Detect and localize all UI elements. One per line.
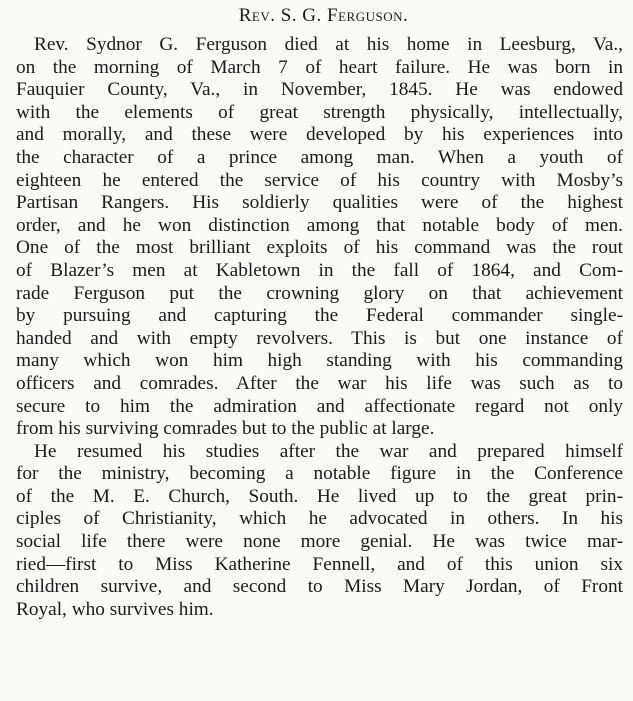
text-line: rade Ferguson put the crowning glory on that achievement [16, 282, 623, 304]
text-line: for the ministry, becoming a notable figure in the Conference [16, 463, 623, 485]
text-line: children survive, and second to Miss Mary Jordan, of Front [16, 576, 623, 598]
text-line: handed and with empty revolvers. This is but one instance of [16, 327, 623, 349]
text-line: on the morning of March 7 of heart failure. He was born in [16, 56, 623, 78]
text-line: ried—first to Miss Katherine Fennell, and of this union six [16, 553, 623, 575]
text-line: Royal, who survives him. [16, 598, 214, 620]
text-line: social life there were none more genial. He was twice mar- [16, 531, 623, 553]
text-line: Rev. Sydnor G. Ferguson died at his home in Leesburg, Va., [34, 34, 623, 55]
text-line: and morally, and these were developed by his experiences into [16, 124, 623, 146]
text-line: ciples of Christianity, which he advocated in others. In his [16, 508, 623, 530]
text-line: from his surviving comrades but to the public at large. [16, 418, 435, 440]
text-line: One of the most brilliant exploits of his command was the rout [16, 237, 623, 259]
text-line: officers and comrades. After the war his life was such as to [16, 372, 623, 394]
text-line: of the M. E. Church, South. He lived up to the great prin- [16, 485, 623, 507]
article-body [16, 34, 623, 621]
text-line: Fauquier County, Va., in November, 1845. He was endowed [16, 79, 623, 101]
text-line: order, and he won distinction among that notable body of men. [16, 214, 623, 236]
paragraph-2 [16, 441, 623, 622]
text-line: by pursuing and capturing the Federal commander single- [16, 305, 623, 327]
paragraph-1 [16, 34, 623, 441]
text-line: of Blazer’s men at Kabletown in the fall of 1864, and Com- [16, 259, 623, 281]
text-line: many which won him high standing with his commanding [16, 350, 623, 372]
text-line: Partisan Rangers. His soldierly qualities were of the highest [16, 192, 623, 214]
text-line: the character of a prince among man. When a youth of [16, 146, 623, 168]
text-line: He resumed his studies after the war and prepared himself [34, 440, 623, 462]
text-line: secure to him the admiration and affectionate regard not only [16, 395, 623, 417]
article-title: Rev. S. G. Ferguson. [238, 5, 409, 26]
text-line: eighteen he entered the service of his country with Mosby’s [16, 169, 623, 191]
text-line: with the elements of great strength physically, intellectually, [16, 101, 623, 123]
